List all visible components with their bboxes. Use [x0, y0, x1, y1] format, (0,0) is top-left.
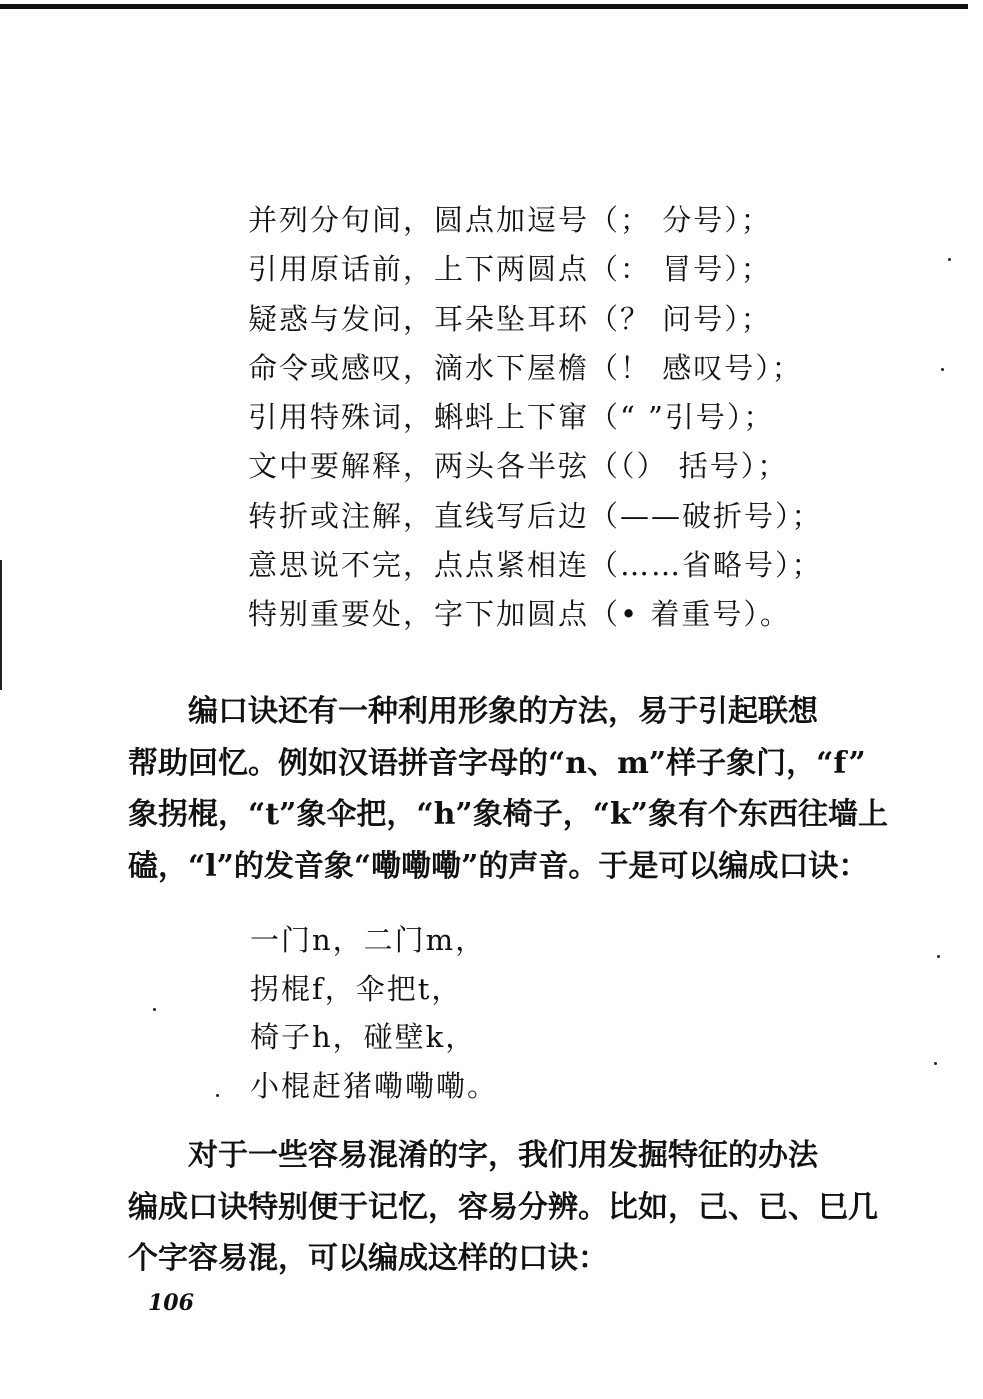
scan-speck: [153, 1008, 156, 1011]
paragraph-line: 对于一些容易混淆的字，我们用发掘特征的办法: [128, 1138, 818, 1173]
verse-line: 文中要解释，两头各半弦（（） 括号）；: [248, 449, 789, 484]
scan-speck: [934, 1062, 937, 1065]
paragraph-line: 帮助回忆。例如汉语拼音字母的“n、m”样子象门，“f”: [128, 745, 866, 781]
paragraph-line: 个字容易混，可以编成这样的口诀：: [128, 1241, 608, 1276]
verse-line: 引用原话前，上下两圆点（： 冒号）；: [248, 252, 772, 287]
scan-speck: [937, 955, 940, 958]
rhyme-line: 椅子h，碰壁k，: [250, 1020, 477, 1054]
page-number: 106: [148, 1290, 194, 1316]
verse-line: 命令或感叹，滴水下屋檐（！ 感叹号）；: [248, 350, 803, 385]
left-margin-mark: [0, 560, 2, 690]
punctuation-verse: [248, 196, 823, 640]
rhyme-line: 一门n，二门m，: [250, 923, 487, 957]
pinyin-rhyme: [250, 916, 498, 1110]
verse-line: 转折或注解，直线写后边（——破折号）；: [248, 498, 823, 533]
verse-line: 意思说不完，点点紧相连（……省略号）；: [248, 548, 823, 583]
rhyme-line: 拐棍f，伞把t，: [250, 971, 463, 1006]
body-paragraph: [128, 1130, 878, 1285]
paragraph-line: 编口诀还有一种利用形象的方法，易于引起联想: [128, 694, 818, 729]
rhyme-line: 小棍赶猪嘞嘞嘞。: [250, 1068, 499, 1103]
verse-line: 引用特殊词，蝌蚪上下窜（“ ”引号）；: [248, 400, 775, 435]
body-paragraph: [128, 686, 888, 892]
paragraph-line: 编成口诀特别便于记忆，容易分辨。比如，己、已、巳几: [128, 1189, 878, 1225]
top-rule: [0, 4, 968, 9]
scan-speck: [941, 368, 944, 371]
verse-line: 并列分句间，圆点加逗号（； 分号）；: [248, 203, 772, 237]
verse-line: 特别重要处，字下加圆点（• 着重号）。: [248, 597, 791, 632]
verse-line: 疑惑与发问，耳朵坠耳环（？ 问号）；: [248, 301, 772, 336]
paragraph-line: 象拐棍，“t”象伞把，“h”象椅子，“k”象有个东西往墙上: [128, 797, 888, 832]
scan-speck: [216, 1094, 219, 1097]
paragraph-line: 磕，“l”的发音象“嘞嘞嘞”的声音。于是可以编成口诀：: [128, 848, 869, 884]
scan-speck: [948, 258, 951, 261]
